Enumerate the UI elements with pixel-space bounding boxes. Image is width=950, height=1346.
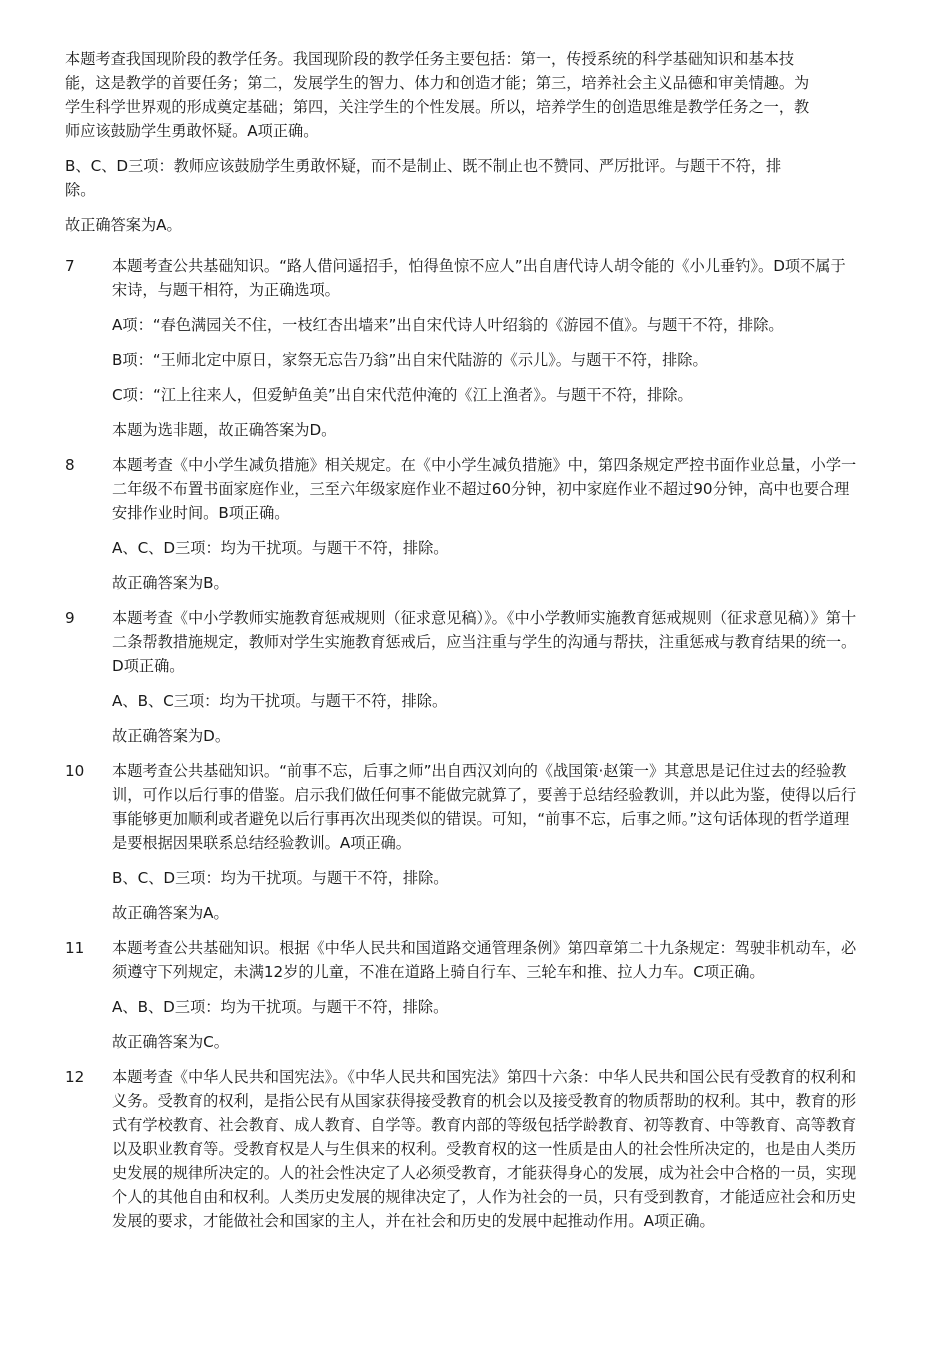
question-explanation — [112, 453, 860, 595]
question-item-8 — [65, 453, 890, 595]
question-number: 9 — [65, 609, 75, 627]
question-item-9 — [65, 606, 890, 748]
intro-paragraph: B、C、D三项：教师应该鼓励学生勇敢怀疑，而不是制止、既不制止也不赞同、严厉批评。与题干不符，排除。 — [65, 157, 782, 199]
explanation-paragraph: C项：“江上往来人，但爱鲈鱼美”出自宋代范仲淹的《江上渔者》。与题干不符，排除。 — [112, 386, 693, 404]
question-explanation — [112, 254, 860, 442]
explanation-paragraph: B、C、D三项：均为干扰项。与题干不符，排除。 — [112, 869, 449, 887]
explanation-paragraph: A、C、D三项：均为干扰项。与题干不符，排除。 — [112, 539, 449, 557]
question-number: 12 — [65, 1068, 85, 1086]
answer-line: 故正确答案为A。 — [112, 904, 229, 922]
answer-line: 故正确答案为B。 — [112, 574, 229, 592]
explanation-paragraph: 本题考查公共基础知识。根据《中华人民共和国道路交通管理条例》第四章第二十九条规定：驾驶非机动车，必须遵守下列规定，未满12岁的儿童，不准在道路上骑自行车、三轮车和推、拉人力车。C项正确。 — [112, 939, 857, 981]
answer-line: 故正确答案为D。 — [112, 727, 231, 745]
question-explanation — [112, 936, 860, 1054]
question-explanation — [112, 759, 860, 925]
intro-answer: 故正确答案为A。 — [65, 216, 182, 234]
question-number: 11 — [65, 939, 85, 957]
explanation-paragraph: B项：“王师北定中原日，家祭无忘告乃翁”出自宋代陆游的《示儿》。与题干不符，排除。 — [112, 351, 708, 369]
question-item-11 — [65, 936, 890, 1054]
explanation-paragraph: 本题考查《中小学生减负措施》相关规定。在《中小学生减负措施》中，第四条规定严控书面作业总量，小学一二年级不布置书面家庭作业，三至六年级家庭作业不超过60分钟，初中家庭作业不超过90分钟，高中也要合理安排作业时间。B项正确。 — [112, 456, 857, 522]
question-item-12 — [65, 1065, 890, 1233]
explanation-paragraph: 本题考查《中小学教师实施教育惩戒规则（征求意见稿）》。《中小学教师实施教育惩戒规则（征求意见稿）》第十二条帮教措施规定，教师对学生实施教育惩戒后，应当注重与学生的沟通与帮扶，注重惩戒与教育结果的统一。D项正确。 — [112, 609, 857, 675]
question-explanation — [112, 606, 860, 748]
question-item-7 — [65, 254, 890, 442]
explanation-paragraph: 本题考查公共基础知识。“前事不忘，后事之师”出自西汉刘向的《战国策·赵策一》其意思是记住过去的经验教训，可作以后行事的借鉴。启示我们做任何事不能做完就算了，要善于总结经验教训，并以此为鉴，使得以后行事能够更加顺利或者避免以后行事再次出现类似的错误。可知，“前事不忘，后事之师。”这句话体现的哲学道理是要根据因果联系总结经验教训。A项正确。 — [112, 762, 857, 852]
explanation-paragraph: 本题考查公共基础知识。“路人借问遥招手，怕得鱼惊不应人”出自唐代诗人胡令能的《小儿垂钓》。D项不属于宋诗，与题干相符，为正确选项。 — [112, 257, 846, 299]
question-number: 10 — [65, 762, 85, 780]
question-number: 8 — [65, 456, 75, 474]
explanation-paragraph: A、B、D三项：均为干扰项。与题干不符，排除。 — [112, 998, 449, 1016]
question-explanation — [112, 1065, 860, 1233]
answer-line: 故正确答案为C。 — [112, 1033, 229, 1051]
answer-line: 本题为选非题，故正确答案为D。 — [112, 421, 337, 439]
explanation-paragraph: A、B、C三项：均为干扰项。与题干不符，排除。 — [112, 692, 448, 710]
question-number: 7 — [65, 257, 75, 275]
explanation-paragraph: 本题考查《中华人民共和国宪法》。《中华人民共和国宪法》第四十六条：中华人民共和国公民有受教育的权利和义务。受教育的权利，是指公民有从国家获得接受教育的机会以及接受教育的物质帮助的权利。其中，教育的形式有学校教育、社会教育、成人教育、自学等。教育内部的等级包括学龄教育、初等教育、中等教育、高等教育以及职业教育等。受教育权是人与生俱来的权利。受教育权的这一性质是由人的社会性所决定的，也是由人类历史发展的规律所决定的。人的社会性决定了人必须受教育，才能获得身心的发展，成为社会中合格的一员，实现个人的其他自由和权利。人类历史发展的规律决定了，人作为社会的一员，只有受到教育，才能适应社会和历史发展的要求，才能做社会和国家的主人，并在社会和历史的发展中起推动作用。A项正确。 — [112, 1068, 857, 1230]
question-item-10 — [65, 759, 890, 925]
explanation-paragraph: A项：“春色满园关不住，一枝红杏出墙来”出自宋代诗人叶绍翁的《游园不值》。与题干不符，排除。 — [112, 316, 784, 334]
intro-section — [65, 47, 890, 237]
intro-paragraph: 本题考查我国现阶段的教学任务。我国现阶段的教学任务主要包括：第一，传授系统的科学基础知识和基本技能，这是教学的首要任务；第二，发展学生的智力、体力和创造才能；第三，培养社会主义品德和审美情趣。为学生科学世界观的形成奠定基础；第四，关注学生的个性发展。所以，培养学生的创造思维是教学任务之一，教师应该鼓励学生勇敢怀疑。A项正确。 — [65, 50, 810, 140]
